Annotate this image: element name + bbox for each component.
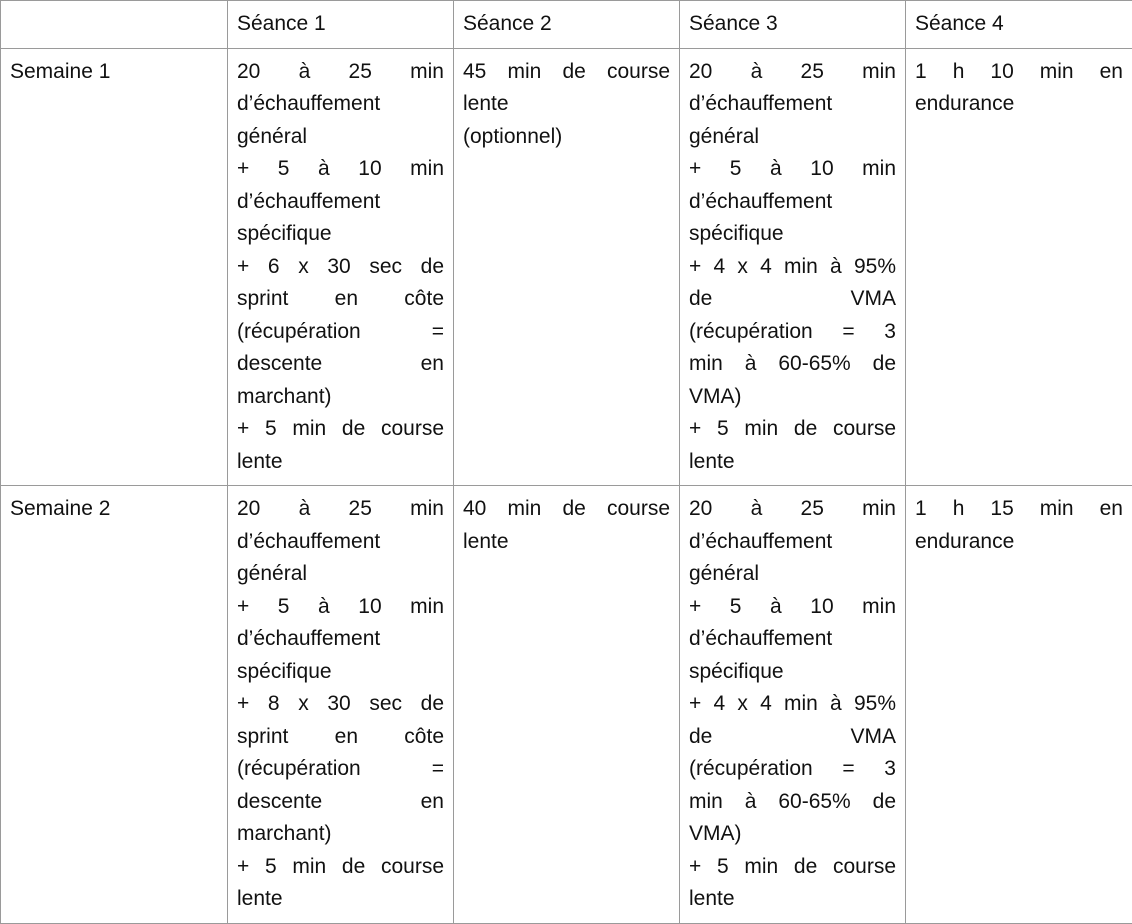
session-cell <box>454 48 680 486</box>
cell-text-line: 1 h 15 min en <box>915 497 1123 520</box>
cell-text-line: d’échauffement <box>689 529 833 553</box>
cell-text-line: (récupération = <box>237 757 444 780</box>
cell-text-line: spécifique <box>689 659 784 683</box>
cell-text-line: spécifique <box>689 222 784 245</box>
cell-text-line: + 5 min de course <box>689 417 896 440</box>
cell-text-line: spécifique <box>237 659 332 683</box>
cell-text-line: marchant) <box>237 384 332 408</box>
session-cell <box>228 486 454 924</box>
cell-text-line: + 8 x 30 sec de <box>237 692 444 715</box>
cell-text-line: spécifique <box>237 222 332 245</box>
cell-text-line: lente <box>237 887 283 910</box>
cell-text-line: 20 à 25 min <box>237 497 444 520</box>
cell-text-line: + 4 x 4 min à 95% <box>689 254 896 278</box>
cell-text-line: général <box>689 124 760 148</box>
cell-text-line: sprint en côte <box>237 724 444 748</box>
cell-text-line: d’échauffement <box>689 627 833 650</box>
header-row <box>1 1 1132 49</box>
cell-text-line: + 4 x 4 min à 95% <box>689 692 896 715</box>
cell-text-line: d’échauffement <box>237 189 381 213</box>
cell-text-line: général <box>237 124 308 148</box>
session-cell <box>680 48 906 486</box>
cell-text-line: (optionnel) <box>463 124 563 148</box>
cell-text-line: + 5 min de course <box>237 854 444 878</box>
week-label: Semaine 2 <box>1 486 228 924</box>
session-cell <box>228 48 454 486</box>
cell-text-line: 20 à 25 min <box>689 497 896 520</box>
cell-text-line: lente <box>463 529 509 553</box>
cell-text-line: (récupération = 3 <box>689 757 896 780</box>
cell-text-line: d’échauffement <box>689 92 833 115</box>
cell-text-line: + 5 à 10 min <box>689 157 896 180</box>
header-seance-4: Séance 4 <box>906 1 1132 49</box>
cell-text-line: de VMA <box>689 287 896 310</box>
session-cell <box>680 486 906 924</box>
cell-text-line: descente en <box>237 352 444 375</box>
cell-text-line: min à 60-65% de <box>689 789 896 813</box>
cell-text-line: 45 min de course <box>463 59 670 83</box>
cell-text-line: lente <box>689 887 735 910</box>
session-cell <box>906 486 1132 924</box>
session-cell <box>906 48 1132 486</box>
cell-text-line: lente <box>237 449 283 473</box>
cell-text-line: 1 h 10 min en <box>915 59 1123 83</box>
cell-text-line: + 5 à 10 min <box>689 594 896 618</box>
cell-text-line: d’échauffement <box>689 189 833 213</box>
header-seance-1: Séance 1 <box>228 1 454 49</box>
cell-text-line: + 6 x 30 sec de <box>237 254 444 278</box>
cell-text-line: (récupération = 3 <box>689 319 896 343</box>
table-row <box>1 486 1132 924</box>
cell-text-line: 20 à 25 min <box>237 59 444 83</box>
session-cell <box>454 486 680 924</box>
cell-text-line: VMA) <box>689 384 742 408</box>
cell-text-line: général <box>689 562 760 585</box>
cell-text-line: endurance <box>915 529 1015 553</box>
cell-text-line: 40 min de course <box>463 497 670 520</box>
cell-text-line: + 5 min de course <box>689 854 896 878</box>
cell-text-line: d’échauffement <box>237 627 381 650</box>
cell-text-line: d’échauffement <box>237 529 381 553</box>
cell-text-line: marchant) <box>237 822 332 845</box>
cell-text-line: descente en <box>237 789 444 813</box>
cell-text-line: de VMA <box>689 724 896 748</box>
cell-text-line: + 5 à 10 min <box>237 157 444 180</box>
week-label: Semaine 1 <box>1 48 228 486</box>
header-seance-2: Séance 2 <box>454 1 680 49</box>
cell-text-line: min à 60-65% de <box>689 352 896 375</box>
table-row <box>1 48 1132 486</box>
header-seance-3: Séance 3 <box>680 1 906 49</box>
cell-text-line: (récupération = <box>237 319 444 343</box>
cell-text-line: + 5 à 10 min <box>237 594 444 618</box>
corner-cell <box>1 1 228 49</box>
cell-text-line: + 5 min de course <box>237 417 444 440</box>
cell-text-line: endurance <box>915 92 1015 115</box>
cell-text-line: général <box>237 562 308 585</box>
cell-text-line: 20 à 25 min <box>689 59 896 83</box>
cell-text-line: lente <box>689 449 735 473</box>
cell-text-line: lente <box>463 92 509 115</box>
cell-text-line: sprint en côte <box>237 287 444 310</box>
cell-text-line: d’échauffement <box>237 92 381 115</box>
cell-text-line: VMA) <box>689 822 742 845</box>
